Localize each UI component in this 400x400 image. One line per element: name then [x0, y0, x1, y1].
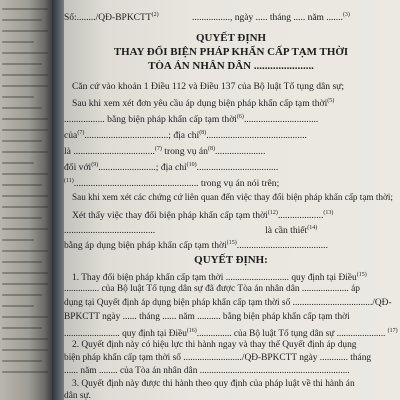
document-page [64, 0, 400, 400]
body-line-2: Sau khi xem xét đơn yêu cầu áp dụng biện pháp khẩn cấp tạm thời$^{(5)}$ [72, 98, 335, 110]
body-line-8: Sau khi xem xét các chứng cứ liên quan đến việc thay đổi biện pháp khẩn cấp tạm thời; [72, 192, 393, 202]
decision-line-5: ........................ quy định tại Điều$^{(16)}$............... của Bộ luật Tố tụng dân sự ..................... $^{(17)}$ [64, 328, 398, 340]
left-facing-page [0, 0, 52, 400]
title-subject: THAY ĐỔI BIỆN PHÁP KHẨN CẤP TẠM THỜI [113, 46, 349, 58]
left-page-text-lines [2, 8, 48, 382]
decision-line-4: BPKCTT ngày ...... tháng ...... năm .......... bằng biện pháp khẩn cấp tạm thời [64, 312, 350, 322]
body-line-5: là ..................................$^{(7)}$ trong vụ $án^{(8)}$..................... [64, 146, 266, 158]
decision-line-3: dụng tại Quyết định áp dụng biện pháp khẩn cấp tạm thời số ................................../QĐ- [64, 298, 392, 308]
title-court: TÒA ÁN NHÂN DÂN ...................... [148, 60, 314, 72]
body-line-3: ................. bằng biện pháp khẩn cấp tạm thời$^{(6)}$............................... [64, 114, 319, 126]
decision-line-9: 3. Quyết định này được thi hành theo quy định của pháp luật về thi hành án [72, 379, 355, 389]
header-date-line: ................, ngày ..... tháng ..... năm .......$^{(3)}$ [192, 12, 350, 24]
header-number-line: Số:......../QĐ-BPKCTT$^{(2)}$ [64, 12, 159, 24]
body-line-1: Căn cứ vào khoản 1 Điều 112 và Điều 137 của Bộ luật Tố tụng dân sự; [72, 81, 345, 92]
body-line-10: ...................................... là cần thiết$^{(14)}$ [64, 225, 318, 237]
body-line-4: của$^{(7)}$...................................; địa chỉ$^{(8)}$.......................................... [64, 130, 307, 142]
body-line-6: đối với$^{(9)}$........................; địa chỉ$^{(10)}$.................................. [64, 162, 279, 174]
title-decision: QUYẾT ĐỊNH [196, 32, 266, 44]
body-line-7: $^{(11)}$.................................................... trong vụ án nói trên; [64, 178, 280, 190]
decision-line-7: biện pháp khẩn cấp tạm thời số ........................./QĐ-BPKCTT ngày ............ tháng [64, 353, 372, 363]
decision-line-8: ...... năm ........ của Tòa án nhân dân ................................................................ [64, 366, 350, 376]
decision-line-1: 1. Thay đổi biện pháp khẩn cấp tạm thời ........................... quy định tại Điều$^{(15)}$ [72, 272, 367, 284]
decision-line-2: ............... của Bộ luật Tố tụng dân sự đã được Tòa án nhân dân .................... áp [64, 284, 360, 294]
decision-line-10: dân sự. [64, 391, 91, 400]
decision-line-6: 2. Quyết định này có hiệu lực thi hành ngay và thay thế Quyết định áp dụng [72, 340, 357, 350]
body-line-11: bằng áp dụng biện pháp khẩn cấp tạm thời$^{(15)}$...................................... [64, 240, 328, 252]
body-line-9: Xét thấy việc thay đổi biện pháp khẩn cấp tạm thời$^{(12)}$...................$^{(13)}$ [72, 210, 334, 222]
decision-heading: QUYẾT ĐỊNH: [194, 254, 268, 266]
